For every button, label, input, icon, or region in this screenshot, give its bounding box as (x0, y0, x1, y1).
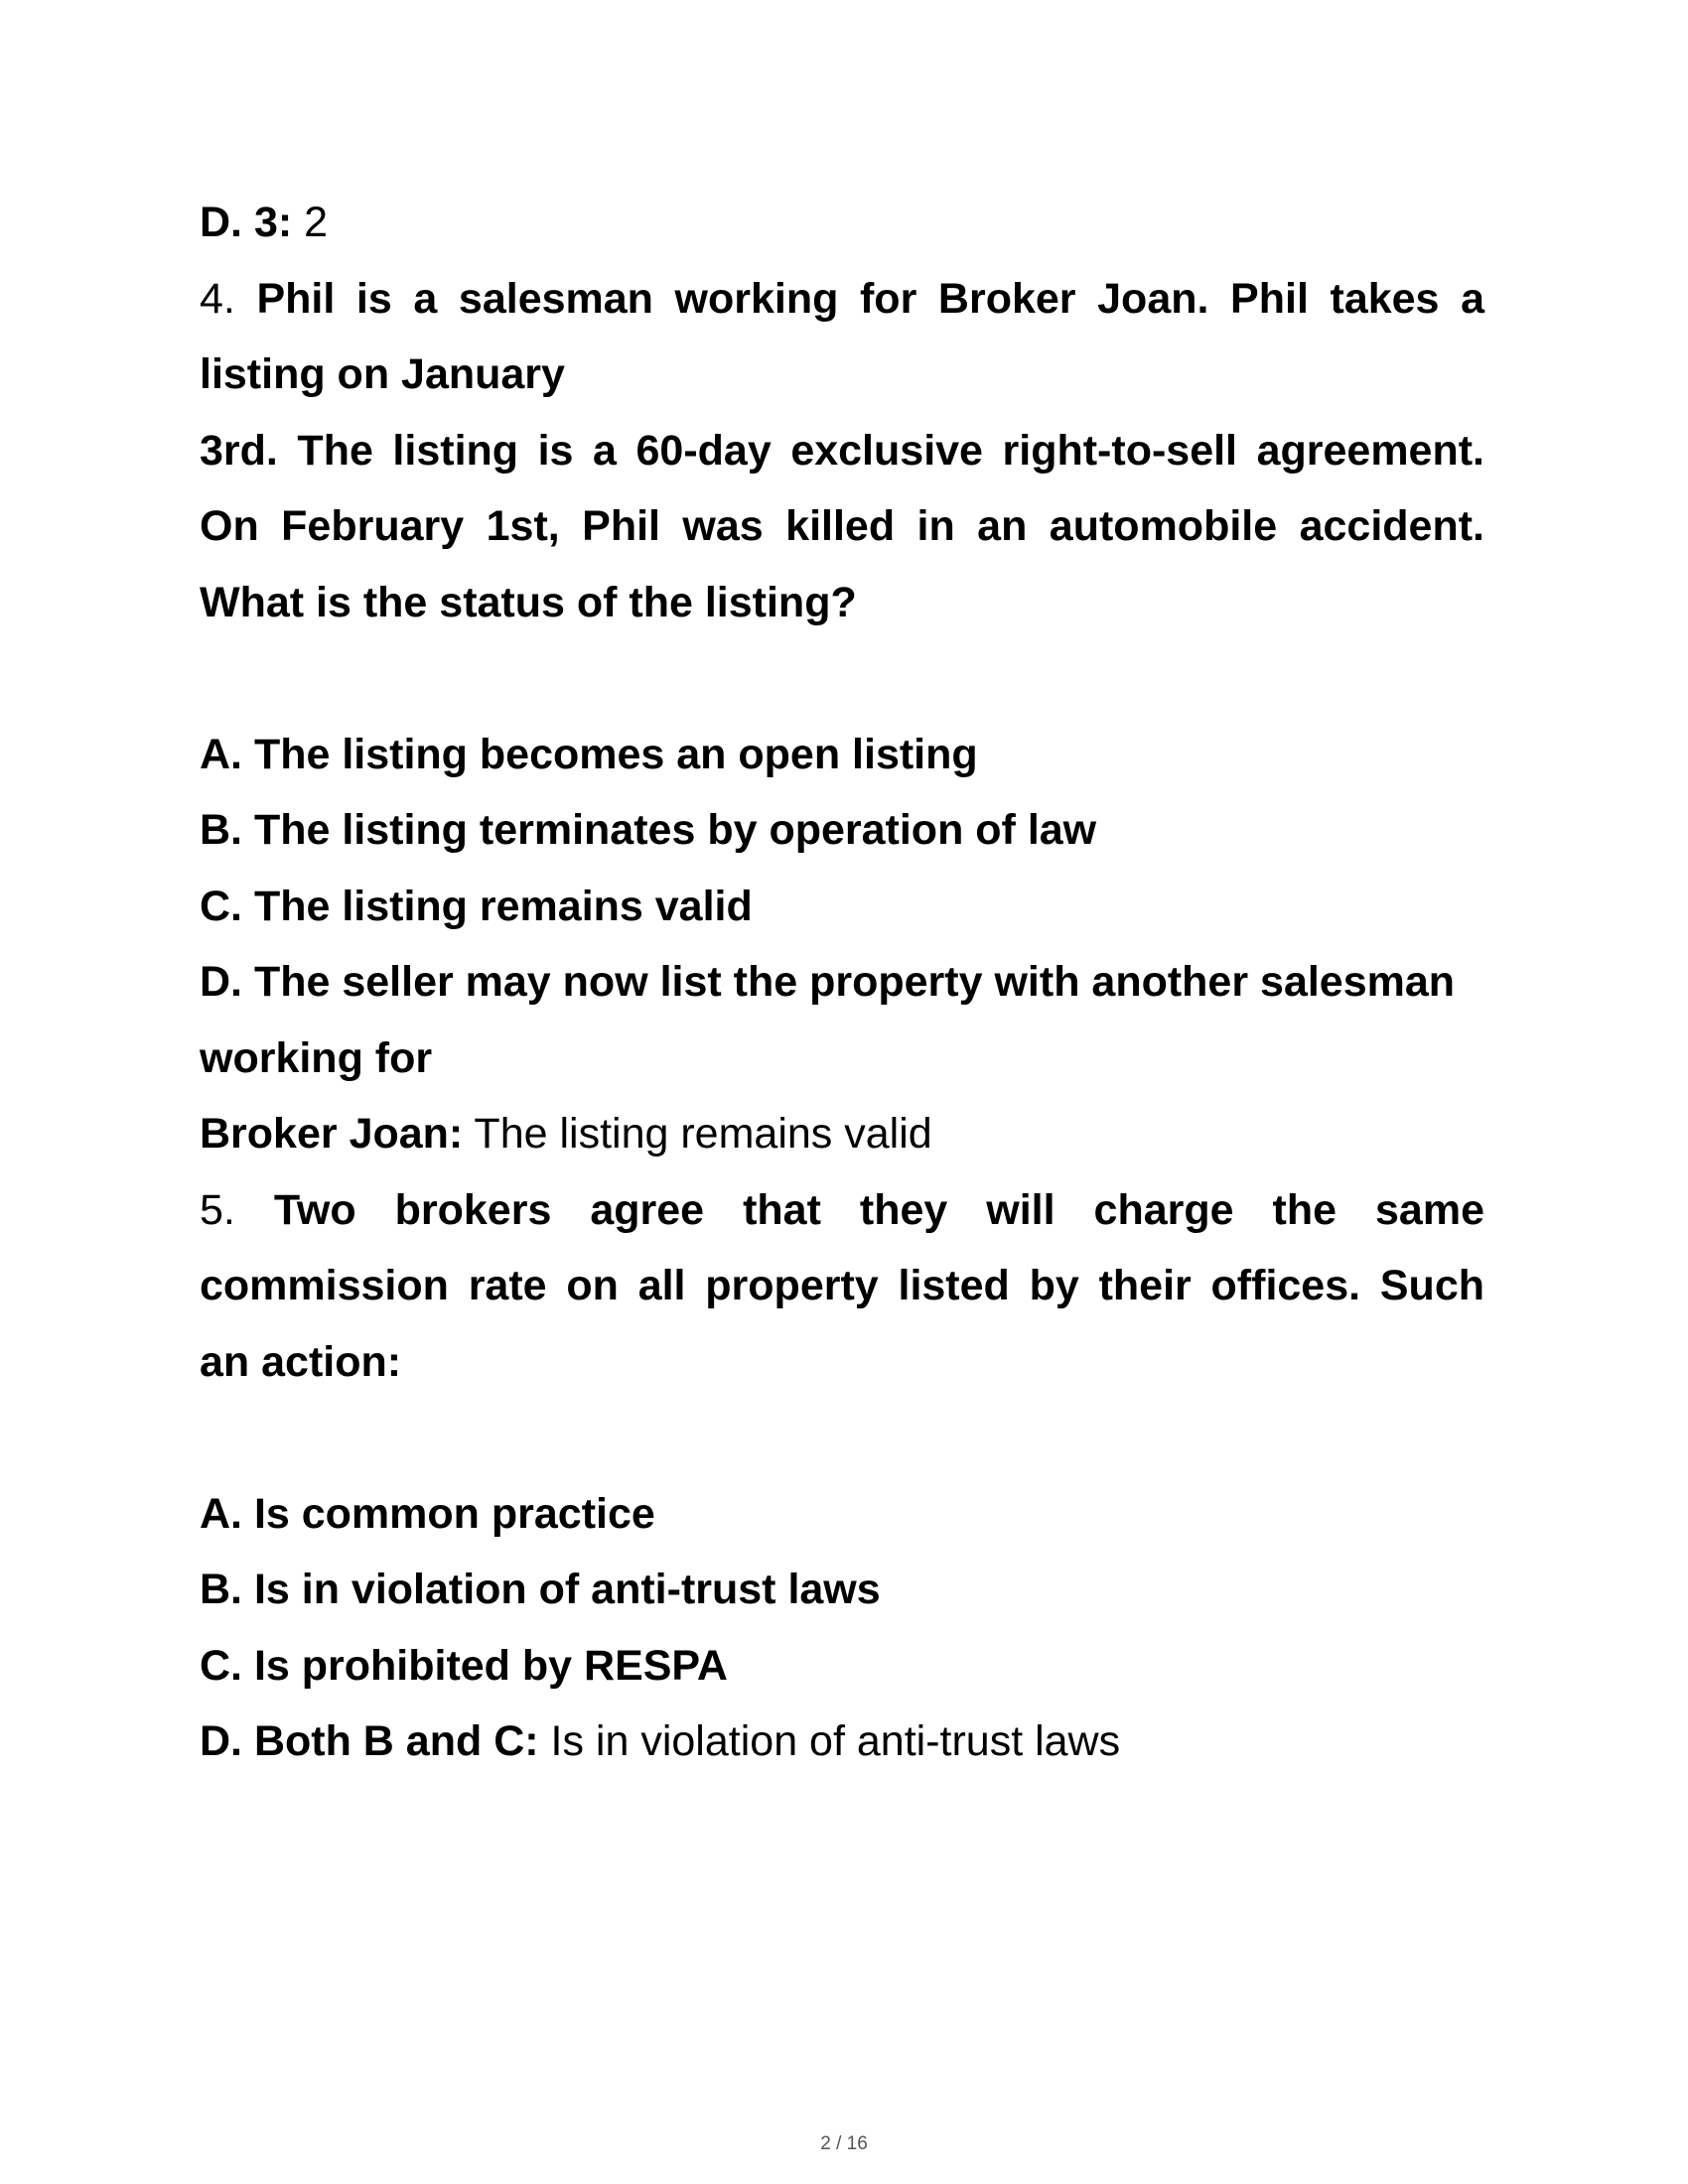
question-4-option-b: B. The listing terminates by operation of law (200, 806, 1097, 854)
spacer (200, 640, 1484, 717)
question-5-option-b: B. Is in violation of anti-trust laws (200, 1566, 881, 1613)
question-4-answer-label: Broker Joan: (200, 1110, 464, 1158)
page-indicator: 2 / 16 (820, 2133, 868, 2154)
question-5-option-a: A. Is common practice (200, 1489, 655, 1538)
question-4-line-5: What is the status of the listing? (200, 578, 857, 626)
question-5-line-1 (200, 1172, 1484, 1249)
previous-answer-label: D. 3: (200, 199, 293, 246)
question-5-number: 5. (200, 1185, 235, 1234)
previous-answer (200, 185, 1484, 261)
previous-answer-value: 2 (304, 199, 329, 246)
question-4-answer (200, 1096, 1484, 1172)
question-4-option-a: A. The listing becomes an open listing (200, 730, 978, 778)
question-5-line-3: an action: (200, 1337, 402, 1386)
question-5-answer-value: Is in violation of anti-trust laws (550, 1717, 1121, 1765)
question-4-number: 4. (200, 274, 235, 323)
question-4-line-3: 3rd. The listing is a 60-day exclusive right-to-sell agreement. (200, 426, 1484, 475)
question-4-option-d-cont: working for (200, 1033, 433, 1082)
question-5-answer (200, 1704, 1484, 1780)
question-5-option-c: C. Is prohibited by RESPA (200, 1641, 728, 1690)
spacer (200, 1400, 1484, 1476)
question-4-line-1 (200, 261, 1484, 338)
question-4-option-c: C. The listing remains valid (200, 882, 753, 930)
question-4-text-1: Phil is a salesman working for Broker Joan. Phil takes a (256, 274, 1484, 323)
question-5-line-2: commission rate on all property listed by their offices. Such (200, 1262, 1484, 1309)
question-4-line-4: On February 1st, Phil was killed in an automobile accident. (200, 502, 1484, 550)
question-4-option-d: D. The seller may now list the property with another salesman (200, 958, 1456, 1006)
question-5-answer-label: D. Both B and C: (200, 1717, 539, 1765)
question-4-answer-value: The listing remains valid (474, 1110, 932, 1158)
page-content (200, 185, 1484, 1780)
question-4-line-2: listing on January (200, 350, 565, 398)
question-5-text-1: Two brokers agree that they will charge the same (273, 1185, 1484, 1234)
